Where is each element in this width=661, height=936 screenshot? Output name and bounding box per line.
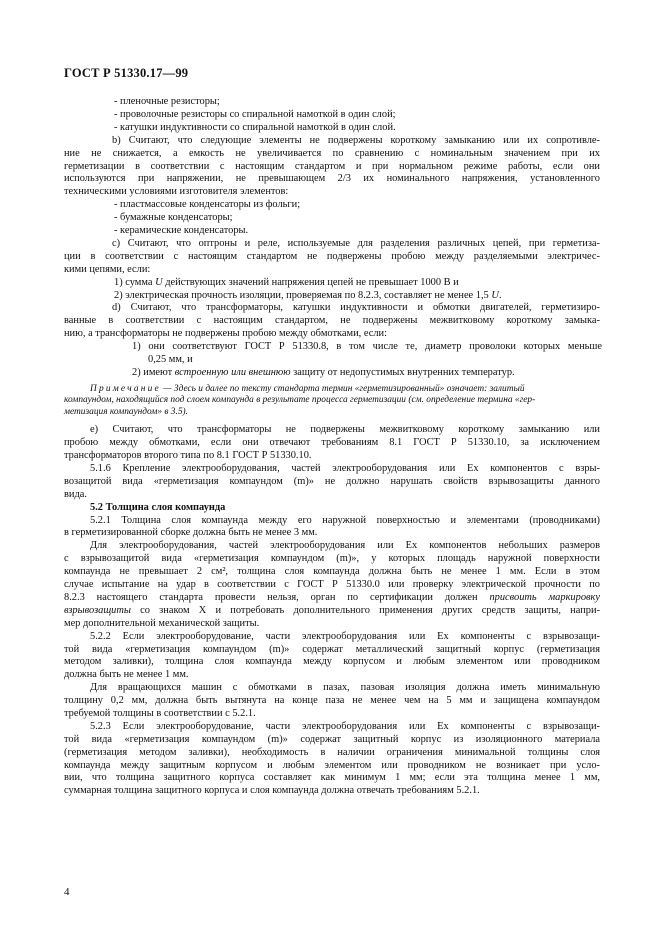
text-line: Для электрооборудования, частей электрооборудования или Ex компонентов небольших размеров	[90, 540, 600, 552]
text-line: c) Считают, что оптроны и реле, используемые для разделения различных цепей, при герметиза-	[112, 237, 600, 249]
text-line: кими цепями, если:	[64, 263, 151, 275]
text-line: 5.1.6 Крепление электрооборудования, частей электрооборудования или Ex компонентов с взры-	[90, 462, 600, 474]
note-label: Примечание	[90, 383, 161, 394]
text-line: компаунда между защитным корпусом и любым элементом или проводником не возникает при усло-	[64, 759, 600, 771]
note: Примечание — Здесь и далее по тексту стандарта термин «герметизированный» означает: залитый компаундом, находящийся под слоем компаунда в результате процесса герметизации (см. определение термина «гер- метизация компаундом» в 3.5).	[64, 383, 536, 417]
text-line: вии, что толщина защитного корпуса составляет как минимум 1 мм; если эта толщина менее 1 мм,	[64, 772, 600, 784]
text-line: - керамические конденсаторы.	[114, 225, 249, 236]
text-line: той вида «герметизация компаундом (m)» содержат защитный корпус из изоляционного материала	[64, 733, 600, 745]
text-line: - проволочные резисторы со спиральной намоткой в один слой;	[114, 108, 396, 120]
text-line: d) Считают, что трансформаторы, катушки индуктивности и обмотки двигателей, герметизиро-	[112, 302, 600, 314]
text-line: пробою между обмотками, если они отвечают требованиям 8.1 ГОСТ Р 51330.10, за исключением	[64, 437, 600, 449]
section-heading: 5.2 Толщина слоя компаунда	[90, 501, 226, 513]
text-line: мер дополнительной механической защиты.	[64, 617, 260, 629]
list-item-d1-cont: 0,25 мм, и	[148, 353, 193, 365]
text-line: ванные в соответствии с настоящим стандартом, не подвержены межвитковому короткому замыка-	[64, 315, 600, 327]
text-line: техническими условиями изготовителя элементов:	[64, 186, 289, 198]
text-line: с взрывозащитой вида «герметизация компаундом (m)», у которых площадь наружной поверхности	[64, 553, 600, 565]
text-line: возащитой вида «герметизация компаундом (m)» не должно нарушать свойств взрывозащиты данного	[64, 475, 600, 487]
text-line: ние не снижается, а емкость не увеличивается по сравнению с номинальным значением при их	[64, 147, 600, 159]
list-item-c1: 1) сумма U действующих значений напряжения цепей не превышает 1000 В и	[114, 276, 459, 288]
text-line: требуемой толщины в соответствии с 5.2.1.	[64, 707, 256, 719]
document-body	[64, 96, 602, 798]
text-line: используются при напряжении, не превышающем 2/3 их номинального напряжения, установленного	[64, 173, 600, 185]
text-line: компаунда не превышает 2 см², толщина слоя компаунда должна быть не менее 1 мм. Если в этом	[64, 566, 600, 578]
standard-header: ГОСТ Р 51330.17—99	[64, 66, 189, 80]
text-line: должна быть не менее 1 мм.	[64, 669, 189, 681]
list-item-d2: 2) имеют встроенную или внешнюю защиту от недопустимых внутренних температур.	[132, 366, 515, 378]
text-line: толщину 0,2 мм, должна быть вытянута на конце паза не менее чем на 5 мм и защищена компаундом	[64, 695, 600, 707]
list-item-c2: 2) электрическая прочность изоляции, проверяемая по 8.2.3, составляет не менее 1,5 U.	[114, 289, 502, 301]
text-line: в герметизированной сборке должна быть не менее 3 мм.	[64, 527, 318, 539]
text-line: нию, а трансформаторы не подвержены пробою между обмотками, если:	[64, 328, 387, 340]
text-line: 5.2.1 Толщина слоя компаунда между его наружной поверхностью и элементами (проводниками)	[90, 514, 600, 526]
page-number: 4	[64, 886, 70, 898]
text-line: вида.	[64, 488, 87, 500]
text-line: - пластмассовые конденсаторы из фольги;	[114, 199, 301, 211]
text-line: суммарная толщина защитного корпуса и слоя компаунда должна отвечать требованиям 5.2.1.	[64, 785, 480, 797]
text-line: 5.2.3 Если электрооборудование, части электрооборудования или Ex компоненты с взрывозащи-	[90, 720, 600, 732]
text-line: b) Считают, что следующие элементы не подвержены короткому замыканию или их сопротивле-	[112, 134, 600, 146]
text-line: герметизации в соответствии с настоящим стандартом и при нормальном режиме работы, если они	[64, 160, 600, 172]
text-line: e) Считают, что трансформаторы не подвержены межвитковому короткому замыканию или	[90, 424, 600, 436]
text-line: той вида «герметизация компаундом (m)» содержат металлический защитный корпус (герметизация	[64, 643, 600, 655]
text-line: ции в соответствии с настоящим стандартом не подвержены пробою между разделяемыми электричес-	[64, 250, 600, 262]
text-line: взрывозащиты со знаком X и потребовать дополнительного применения других средств защиты, напри-	[64, 604, 600, 616]
text-line: - пленочные резисторы;	[114, 96, 220, 107]
text-line: Для вращающихся машин с обмотками в пазах, пазовая изоляция должна иметь минимальную	[90, 682, 600, 694]
text-line: (герметизация методом заливки), необходимость в наличии ограничения минимальной толщины слоя	[64, 746, 600, 758]
text-line: трансформаторов второго типа по 8.1 ГОСТ Р 51330.10.	[64, 450, 312, 462]
text-line: 5.2.2 Если электрооборудование, части электрооборудования или Ex компоненты с взрывозащи-	[90, 630, 600, 642]
text-line: методом заливки), толщина слоя компаунда между корпусом и любым элементом или проводником	[64, 656, 600, 668]
text-line: - катушки индуктивности со спиральной намоткой в один слой.	[114, 121, 396, 133]
text-line: 8.2.3 настоящего стандарта провести нельзя, орган по сертификации должен присвоить маркировку	[64, 591, 600, 603]
text-line: - бумажные конденсаторы;	[114, 212, 233, 224]
list-item-d1: 1) они соответствуют ГОСТ Р 51330.8, в том числе те, диаметр проволоки которых меньше	[132, 341, 602, 353]
text-line: случае испытание на удар в соответствии с ГОСТ Р 51330.0 или проверку электрической прочности по	[64, 579, 600, 591]
